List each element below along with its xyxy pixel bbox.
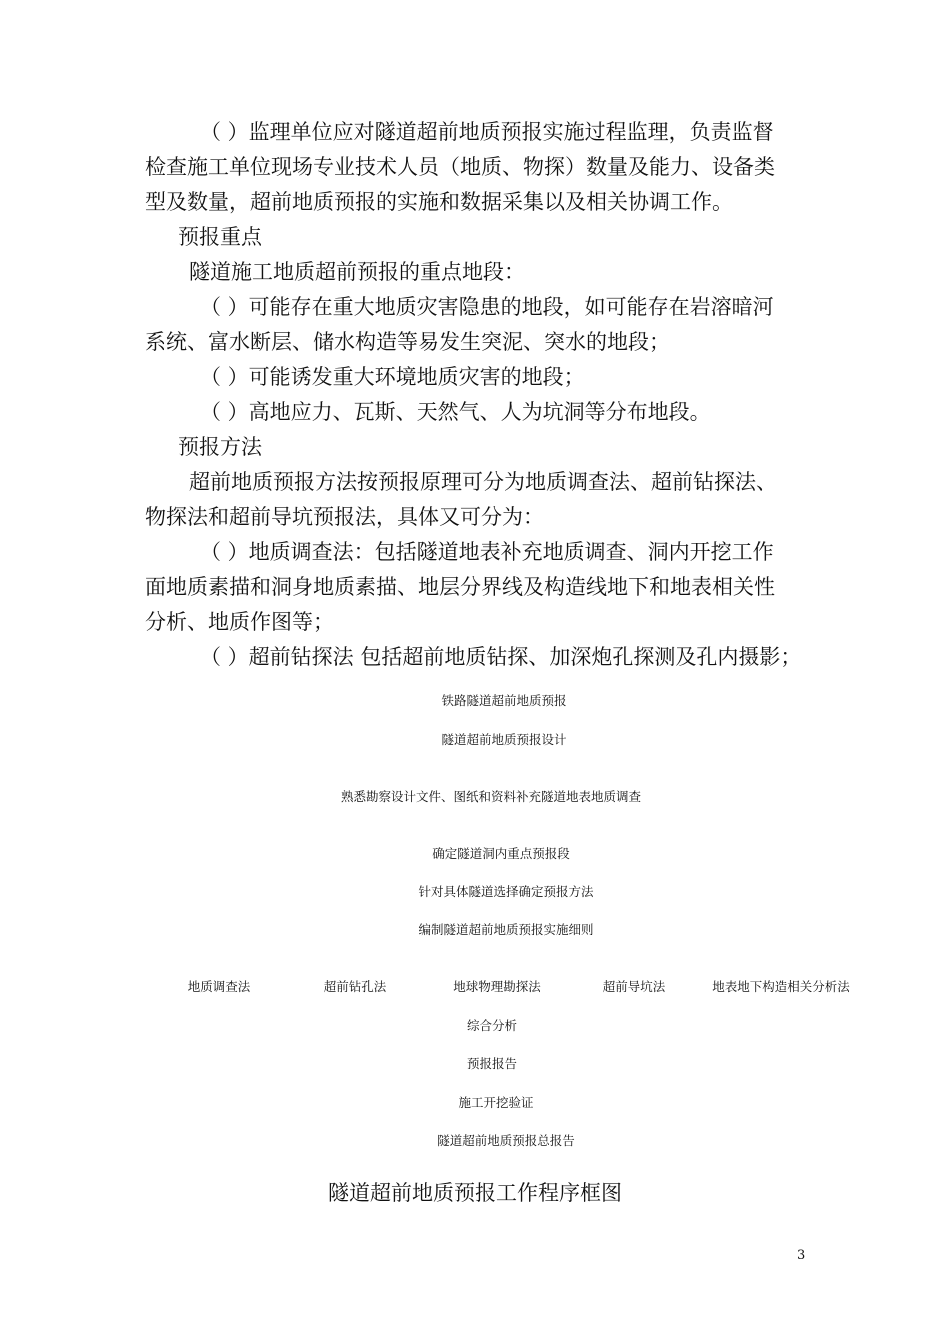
body-line: （ ）可能存在重大地质灾害隐患的地段，如可能存在岩溶暗河 — [200, 295, 774, 319]
body-line: （ ）可能诱发重大环境地质灾害的地段； — [200, 365, 585, 389]
body-line: 型及数量，超前地质预报的实施和数据采集以及相关协调工作。 — [145, 190, 733, 214]
flow-step: 综合分析 — [466, 1018, 518, 1033]
flow-step: 预报报告 — [466, 1056, 518, 1071]
flow-step: 隧道超前地质预报设计 — [441, 732, 567, 747]
flow-step: 施工开挖验证 — [458, 1095, 534, 1110]
flow-step: 针对具体隧道选择确定预报方法 — [418, 884, 594, 899]
flow-method: 超前导坑法 — [602, 979, 666, 994]
body-line: 分析、地质作图等； — [145, 610, 334, 634]
section-heading: 预报重点 — [178, 225, 262, 249]
body-line: （ ）监理单位应对隧道超前地质预报实施过程监理，负责监督 — [200, 120, 774, 144]
flow-step: 铁路隧道超前地质预报 — [441, 693, 567, 708]
body-line: 超前地质预报方法按预报原理可分为地质调查法、超前钻探法、 — [189, 470, 777, 494]
body-line: 检查施工单位现场专业技术人员（地质、物探）数量及能力、设备类 — [145, 155, 775, 179]
body-line: 隧道施工地质超前预报的重点地段： — [189, 260, 525, 284]
flow-method: 地球物理勘探法 — [453, 979, 541, 994]
page-number: 3 — [797, 1248, 806, 1263]
flow-step: 熟悉勘察设计文件、图纸和资料补充隧道地表地质调查 — [340, 789, 642, 804]
flow-step: 编制隧道超前地质预报实施细则 — [418, 922, 594, 937]
flowchart-caption: 隧道超前地质预报工作程序框图 — [328, 1181, 622, 1205]
flow-method: 超前钻孔法 — [323, 979, 387, 994]
body-line: 系统、富水断层、储水构造等易发生突泥、突水的地段； — [145, 330, 670, 354]
flow-step: 确定隧道洞内重点预报段 — [432, 846, 570, 861]
body-line: 物探法和超前导坑预报法，具体又可分为： — [145, 505, 544, 529]
section-heading: 预报方法 — [178, 435, 262, 459]
body-line: （ ）高地应力、瓦斯、天然气、人为坑洞等分布地段。 — [200, 400, 711, 424]
flow-method: 地质调查法 — [187, 979, 251, 994]
body-line: （ ）地质调查法：包括隧道地表补充地质调查、洞内开挖工作 — [200, 540, 774, 564]
flow-method: 地表地下构造相关分析法 — [712, 979, 850, 994]
body-line: （ ）超前钻探法 包括超前地质钻探、加深炮孔探测及孔内摄影； — [200, 645, 802, 669]
flow-step: 隧道超前地质预报总报告 — [437, 1133, 575, 1148]
body-line: 面地质素描和洞身地质素描、地层分界线及构造线地下和地表相关性 — [145, 575, 775, 599]
